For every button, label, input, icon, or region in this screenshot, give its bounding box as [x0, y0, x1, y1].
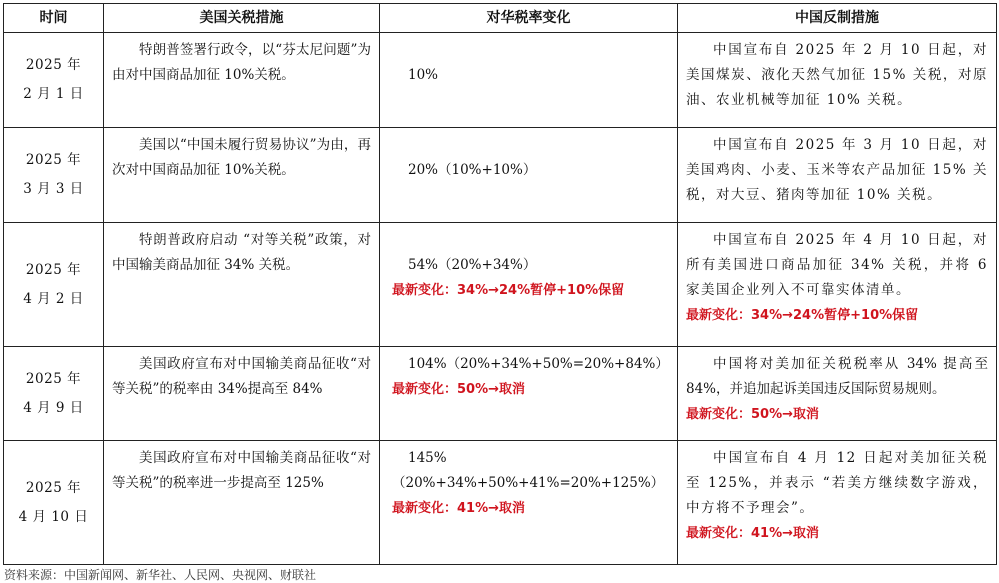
row-date [4, 33, 104, 128]
us-measure-cell [104, 347, 380, 441]
table-row [4, 128, 997, 223]
row-date [4, 441, 104, 565]
rate-cell [380, 128, 678, 223]
rate-value: 54%（20%+34%） [408, 257, 537, 273]
date-day: 4 月 10 日 [18, 508, 89, 525]
us-measure-cell [104, 441, 380, 565]
tariff-table [3, 3, 997, 565]
china-measure-cell [678, 128, 997, 223]
header-time: 时间 [4, 4, 104, 33]
rate-latest-change: 最新变化：34%→24%暂停+10%保留 [392, 283, 625, 298]
rate-cell [380, 347, 678, 441]
us-measure-text: 美国政府宣布对中国输美商品征收“对等关税”的税率进一步提高至 125% [112, 450, 371, 491]
header-china-countermeasures: 中国反制措施 [678, 4, 997, 33]
china-measure-cell [678, 347, 997, 441]
rate-latest-change: 最新变化：50%→取消 [392, 382, 526, 397]
table-row [4, 223, 997, 347]
header-us-measures: 美国关税措施 [104, 4, 380, 33]
rate-value: 104%（20%+34%+50%=20%+84%） [408, 356, 669, 372]
china-measure-cell [678, 441, 997, 565]
header-rate-change: 对华税率变化 [380, 4, 678, 33]
rate-value: 145% [408, 450, 447, 466]
date-year: 2025 年 [25, 261, 82, 278]
china-measure-cell [678, 223, 997, 347]
table-row [4, 441, 997, 565]
china-measure-text: 中国宣布自 2025 年 3 月 10 日起，对美国鸡肉、小麦、玉米等农产品加征 15% 关税，对大豆、猪肉等加征 10% 关税。 [686, 137, 988, 203]
us-measure-text: 美国政府宣布对中国输美商品征收“对等关税”的税率由 34%提高至 84% [112, 356, 371, 397]
us-measure-text: 特朗普政府启动 “对等关税”政策，对中国输美商品加征 34% 关税。 [112, 232, 371, 273]
row-date [4, 128, 104, 223]
rate-latest-change: 最新变化：41%→取消 [392, 501, 526, 516]
date-day: 4 月 9 日 [23, 399, 84, 416]
table-header-row [4, 4, 997, 33]
us-measure-cell [104, 223, 380, 347]
rate-cell [380, 33, 678, 128]
date-year: 2025 年 [25, 370, 82, 387]
source-note: 资料来源：中国新闻网、新华社、人民网、央视网、财联社 [4, 568, 317, 582]
rate-formula: （20%+34%+50%+41%=20%+125%） [392, 475, 665, 491]
us-measure-cell [104, 128, 380, 223]
us-measure-text: 特朗普签署行政令，以“芬太尼问题”为由对中国商品加征 10%关税。 [112, 42, 371, 83]
rate-cell [380, 441, 678, 565]
row-date [4, 223, 104, 347]
date-year: 2025 年 [25, 479, 82, 496]
china-measure-text: 中国宣布自 2025 年 2 月 10 日起，对美国煤炭、液化天然气加征 15% 关税，对原油、农业机械等加征 10% 关税。 [686, 42, 988, 108]
china-measure-text: 中国宣布自 2025 年 4 月 10 日起，对所有美国进口商品加征 34% 关税，并将 6 家美国企业列入不可靠实体清单。 [686, 232, 988, 298]
table-row [4, 33, 997, 128]
rate-value: 10% [408, 67, 439, 83]
date-year: 2025 年 [25, 57, 82, 73]
date-day: 3 月 3 日 [23, 181, 84, 197]
china-measure-text: 中国将对美加征关税税率从 34% 提高至 84%，并追加起诉美国违反国际贸易规则。 [686, 356, 988, 397]
china-measure-text: 中国宣布自 4 月 12 日起对美加征关税至 125%，并表示 “若美方继续数字游戏，中方将不予理会”。 [686, 450, 988, 516]
us-measure-text: 美国以“中国未履行贸易协议”为由，再次对中国商品加征 10%关税。 [112, 137, 371, 178]
date-day: 4 月 2 日 [23, 290, 84, 307]
china-measure-cell [678, 33, 997, 128]
china-latest-change: 最新变化：34%→24%暂停+10%保留 [686, 308, 919, 323]
date-day: 2 月 1 日 [23, 86, 84, 102]
row-date [4, 347, 104, 441]
china-latest-change: 最新变化：41%→取消 [686, 526, 820, 541]
us-measure-cell [104, 33, 380, 128]
rate-value: 20%（10%+10%） [408, 162, 537, 178]
rate-cell [380, 223, 678, 347]
date-year: 2025 年 [25, 152, 82, 168]
china-latest-change: 最新变化：50%→取消 [686, 407, 820, 422]
table-row [4, 347, 997, 441]
